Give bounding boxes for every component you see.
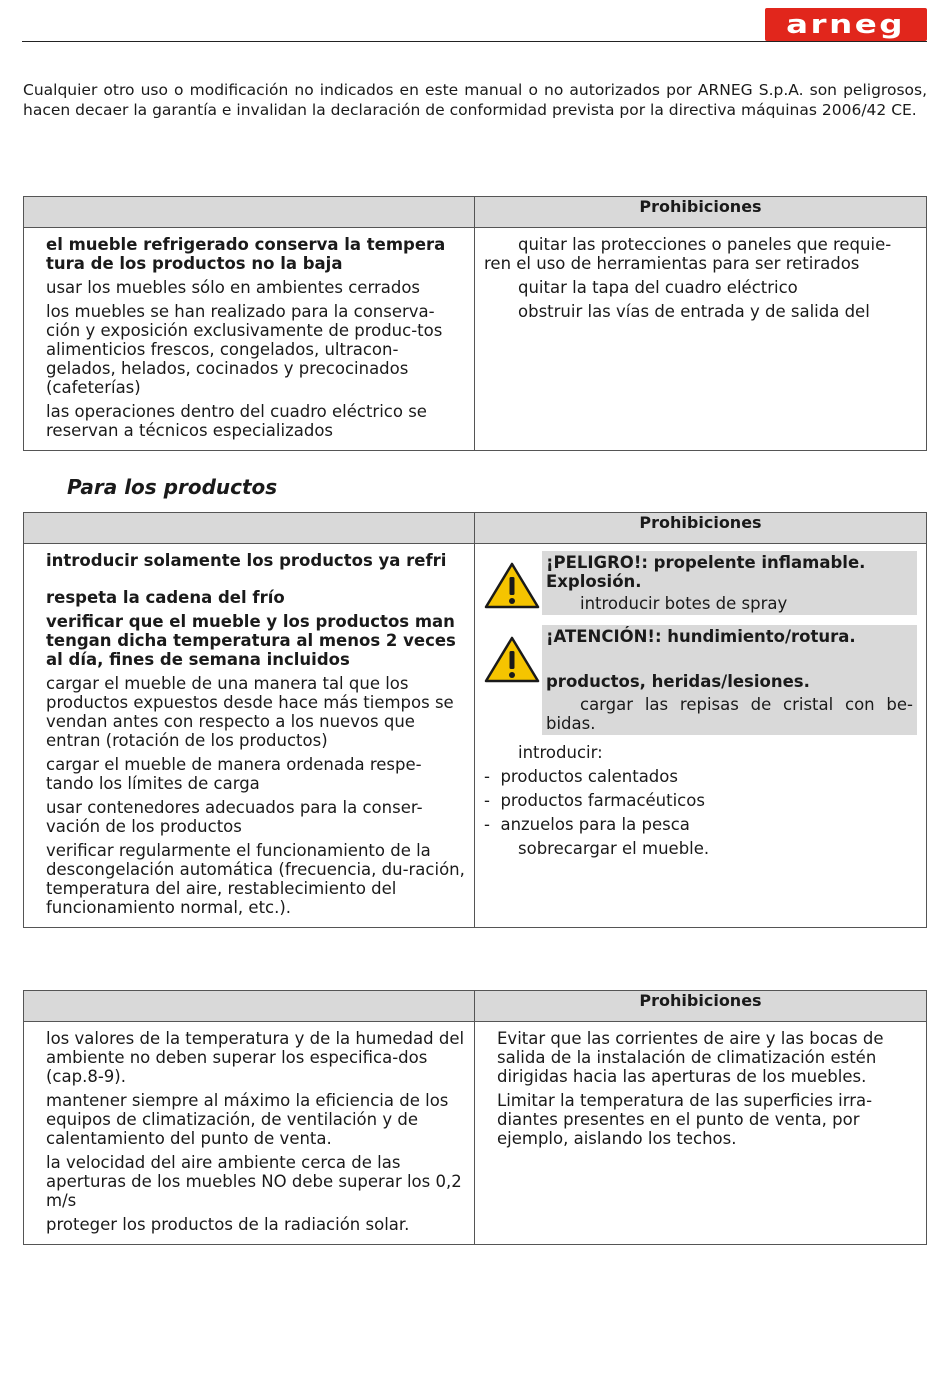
list-item: cargar el mueble de manera ordenada respe-tando los límites de carga <box>46 755 422 793</box>
list-item: Limitar la temperatura de las superficies irra-diantes presentes en el punto de venta, por ejemplo, aislando los techos. <box>497 1091 873 1148</box>
danger-title: ¡PELIGRO!: propelente inflamable. Explosión. <box>546 553 866 591</box>
list-item: quitar las protecciones o paneles que requie-ren el uso de herramientas para ser retirados <box>484 235 892 273</box>
warning-triangle-icon <box>484 625 542 687</box>
introducir-label: introducir: <box>518 743 603 762</box>
list-item: verificar regularmente el funcionamiento de la descongelación automática (frecuencia, du-ración, temperatura del aire, restablecimiento del funcionamiento normal, etc.). <box>46 841 465 917</box>
table2-right-cell <box>476 545 925 867</box>
list-item: el mueble refrigerado conserva la tempera tura de los productos no la baja <box>46 235 446 273</box>
section-title: Para los productos <box>67 475 278 499</box>
list-item: verificar que el mueble y los productos man tengan dicha temperatura al menos 2 veces al día, fines de semana incluidos <box>46 612 456 669</box>
caution-text: cargar las repisas de cristal con be-bidas. <box>546 695 913 733</box>
table-products <box>23 512 927 928</box>
list-item: los muebles se han realizado para la conserva-ción y exposición exclusivamente de produc-tos alimenticios frescos, congelados, ultracon-gelados, helados, cocinados y precocinados (cafeterías) <box>46 302 443 397</box>
danger-box <box>542 551 917 615</box>
table2-header-left <box>24 513 475 544</box>
list-item: respeta la cadena del frío <box>46 588 285 607</box>
list-item: los valores de la temperatura y de la humedad del ambiente no deben superar los especifica-dos (cap.8-9). <box>46 1029 465 1086</box>
caution-box <box>542 625 917 735</box>
table-general <box>23 196 927 451</box>
caution-title: ¡ATENCIÓN!: hundimiento/rotura. <box>546 627 856 646</box>
table3-header-right: Prohibiciones <box>475 991 927 1022</box>
table3-left-cell <box>25 1023 473 1243</box>
table2-header-right: Prohibiciones <box>475 513 927 544</box>
list-item: usar los muebles sólo en ambientes cerrados <box>46 278 421 297</box>
list-item: - productos farmacéuticos <box>484 791 705 810</box>
header-rule <box>22 41 927 42</box>
list-item: las operaciones dentro del cuadro eléctrico se reservan a técnicos especializados <box>46 402 427 440</box>
table1-header-left <box>24 197 475 228</box>
table3-header-left <box>24 991 475 1022</box>
table3-right-cell <box>476 1023 925 1157</box>
list-item: proteger los productos de la radiación solar. <box>46 1215 410 1234</box>
list-item: la velocidad del aire ambiente cerca de las aperturas de los muebles NO debe superar los 0,2 m/s <box>46 1153 462 1210</box>
list-item: cargar el mueble de una manera tal que los productos expuestos desde hace más tiempos se vendan antes con respecto a los nuevos que entran (rotación de los productos) <box>46 674 454 750</box>
list-item: mantener siempre al máximo la eficiencia de los equipos de climatización, de ventilación y de calentamiento del punto de venta. <box>46 1091 449 1148</box>
list-item: quitar la tapa del cuadro eléctrico <box>518 278 798 297</box>
table1-left-cell <box>25 229 473 449</box>
table1-header-right: Prohibiciones <box>475 197 927 228</box>
table-environment <box>23 990 927 1245</box>
list-item: sobrecargar el mueble. <box>518 839 710 858</box>
caution-warning <box>484 625 917 735</box>
list-item: - productos calentados <box>484 767 678 786</box>
list-item: Evitar que las corrientes de aire y las bocas de salida de la instalación de climatización estén dirigidas hacia las aperturas de los muebles. <box>497 1029 884 1086</box>
caution-subtitle: productos, heridas/lesiones. <box>546 672 810 691</box>
list-item: introducir solamente los productos ya refri <box>46 551 447 570</box>
danger-warning <box>484 551 917 615</box>
warning-triangle-icon <box>484 551 542 613</box>
list-item: obstruir las vías de entrada y de salida del <box>518 302 870 321</box>
table1-right-cell <box>476 229 925 330</box>
intro-paragraph: Cualquier otro uso o modificación no indicados en este manual o no autorizados por ARNEG S.p.A. son peligrosos, hacen decaer la garantía e invalidan la declaración de conformidad prevista por la directiva máquinas 2006/42 CE. <box>23 81 927 119</box>
list-item: usar contenedores adecuados para la conser-vación de los productos <box>46 798 423 836</box>
table2-left-cell <box>25 545 473 926</box>
arneg-logo: arneg <box>765 8 927 41</box>
danger-text: introducir botes de spray <box>580 594 788 613</box>
list-item: - anzuelos para la pesca <box>484 815 690 834</box>
